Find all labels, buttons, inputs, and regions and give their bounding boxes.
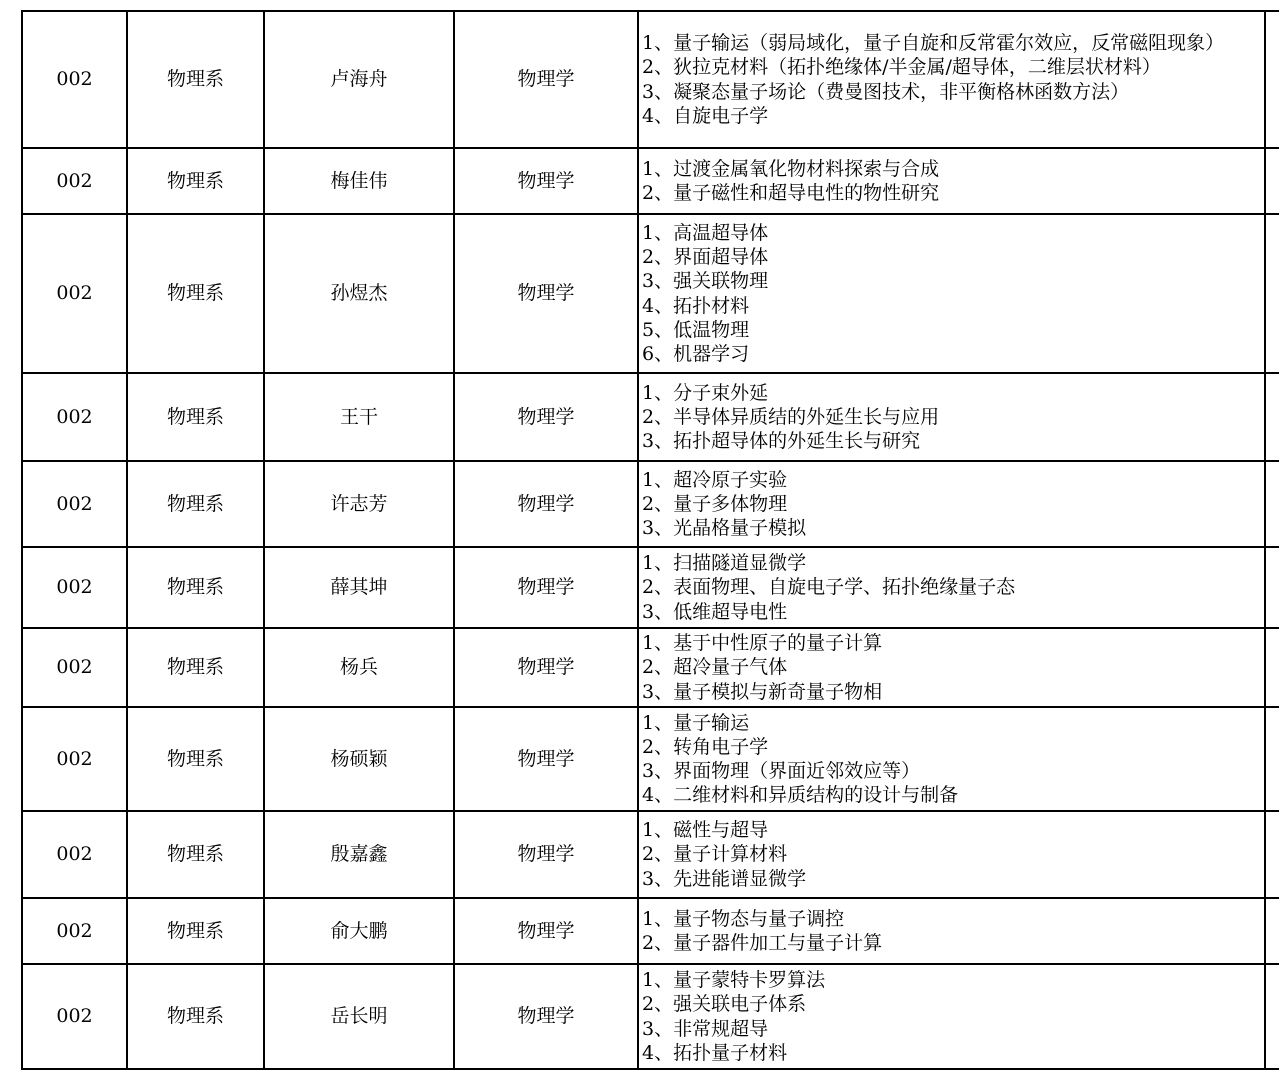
program-code-cell: 002 [22,461,127,547]
program-code-cell: 002 [22,547,127,628]
research-directions-cell [638,214,1265,373]
major-cell: 物理学 [454,547,638,628]
research-direction-item: 1、量子输运（弱局域化，量子自旋和反常霍尔效应，反常磁阻现象） [642,32,1225,55]
table-row [22,628,1279,707]
program-code-cell: 002 [22,964,127,1069]
table-row [22,214,1279,373]
advisor-name-cell: 梅佳伟 [264,148,454,214]
research-directions-cell [638,964,1265,1069]
program-code-cell: 002 [22,214,127,373]
research-directions-cell [638,373,1265,461]
advisor-table-body [22,11,1279,1069]
department-cell: 物理系 [127,11,264,148]
research-direction-item: 1、过渡金属氧化物材料探索与合成 [642,157,940,180]
truncated-column-cell [1265,964,1279,1069]
program-code-cell: 002 [22,811,127,898]
table-row [22,148,1279,214]
research-directions-cell [638,707,1265,811]
table-row [22,461,1279,547]
research-direction-item: 2、超冷量子气体 [642,656,788,679]
table-row [22,373,1279,461]
research-direction-item: 2、半导体异质结的外延生长与应用 [642,405,940,428]
research-direction-item: 3、凝聚态量子场论（费曼图技术，非平衡格林函数方法） [642,80,1130,103]
program-code-cell: 002 [22,373,127,461]
research-direction-item: 1、量子输运 [642,711,750,734]
research-direction-item: 1、量子蒙特卡罗算法 [642,969,826,992]
advisor-name-cell: 岳长明 [264,964,454,1069]
truncated-column-cell [1265,148,1279,214]
advisor-name-cell: 许志芳 [264,461,454,547]
department-cell: 物理系 [127,811,264,898]
research-directions-cell [638,148,1265,214]
research-directions-cell [638,811,1265,898]
truncated-column-cell [1265,898,1279,964]
program-code-cell: 002 [22,628,127,707]
table-row [22,964,1279,1069]
major-cell: 物理学 [454,11,638,148]
research-direction-item: 1、磁性与超导 [642,819,769,842]
research-directions-cell [638,11,1265,148]
research-direction-item: 1、扫描隧道显微学 [642,552,807,575]
truncated-column-cell [1265,547,1279,628]
advisor-name-cell: 俞大鹏 [264,898,454,964]
table-row [22,547,1279,628]
table-row [22,811,1279,898]
major-cell: 物理学 [454,373,638,461]
department-cell: 物理系 [127,707,264,811]
research-direction-item: 3、光晶格量子模拟 [642,517,807,540]
research-direction-item: 2、量子计算材料 [642,843,788,866]
advisor-name-cell: 卢海舟 [264,11,454,148]
department-cell: 物理系 [127,964,264,1069]
research-direction-item: 2、界面超导体 [642,246,769,269]
major-cell: 物理学 [454,964,638,1069]
research-direction-item: 2、表面物理、自旋电子学、拓扑绝缘量子态 [642,576,1016,599]
major-cell: 物理学 [454,628,638,707]
research-direction-item: 2、量子多体物理 [642,492,788,515]
advisor-name-cell: 殷嘉鑫 [264,811,454,898]
research-directions-cell [638,898,1265,964]
major-cell: 物理学 [454,898,638,964]
research-direction-item: 6、机器学习 [642,342,750,365]
research-direction-item: 4、拓扑量子材料 [642,1041,788,1064]
major-cell: 物理学 [454,461,638,547]
table-row [22,898,1279,964]
research-direction-item: 3、非常规超导 [642,1017,769,1040]
truncated-column-cell [1265,11,1279,148]
research-direction-item: 3、先进能谱显微学 [642,867,807,890]
research-direction-item: 2、量子器件加工与量子计算 [642,932,883,954]
truncated-column-cell [1265,811,1279,898]
advisor-name-cell: 杨兵 [264,628,454,707]
department-cell: 物理系 [127,547,264,628]
research-direction-item: 3、量子模拟与新奇量子物相 [642,680,883,703]
research-direction-item: 1、超冷原子实验 [642,468,788,491]
department-cell: 物理系 [127,461,264,547]
department-cell: 物理系 [127,148,264,214]
research-direction-item: 4、自旋电子学 [642,104,769,127]
major-cell: 物理学 [454,811,638,898]
program-code-cell: 002 [22,148,127,214]
research-direction-item: 2、狄拉克材料（拓扑绝缘体/半金属/超导体，二维层状材料） [642,56,1161,79]
research-direction-item: 3、拓扑超导体的外延生长与研究 [642,430,921,453]
research-direction-item: 1、量子物态与量子调控 [642,907,845,930]
research-directions-cell [638,628,1265,707]
research-direction-item: 1、高温超导体 [642,221,769,244]
advisor-name-cell: 薛其坤 [264,547,454,628]
truncated-column-cell [1265,628,1279,707]
program-code-cell: 002 [22,898,127,964]
research-direction-item: 5、低温物理 [642,318,750,341]
research-direction-item: 4、拓扑材料 [642,294,750,317]
research-direction-item: 3、低维超导电性 [642,600,788,623]
research-direction-item: 2、转角电子学 [642,735,769,758]
truncated-column-cell [1265,214,1279,373]
major-cell: 物理学 [454,214,638,373]
advisor-name-cell: 孙煜杰 [264,214,454,373]
research-direction-item: 3、界面物理（界面近邻效应等） [642,760,921,782]
table-row [22,11,1279,148]
truncated-column-cell [1265,461,1279,547]
major-cell: 物理学 [454,148,638,214]
research-direction-item: 2、强关联电子体系 [642,993,807,1016]
research-direction-item: 4、二维材料和异质结构的设计与制备 [642,784,959,807]
research-direction-item: 2、量子磁性和超导电性的物性研究 [642,182,940,204]
research-directions-cell [638,547,1265,628]
advisor-name-cell: 王干 [264,373,454,461]
program-code-cell: 002 [22,707,127,811]
table-row [22,707,1279,811]
truncated-column-cell [1265,373,1279,461]
research-direction-item: 1、基于中性原子的量子计算 [642,632,883,655]
truncated-column-cell [1265,707,1279,811]
research-direction-item: 3、强关联物理 [642,270,769,293]
department-cell: 物理系 [127,214,264,373]
advisor-table [21,10,1279,1070]
department-cell: 物理系 [127,898,264,964]
department-cell: 物理系 [127,373,264,461]
research-direction-item: 1、分子束外延 [642,381,769,404]
major-cell: 物理学 [454,707,638,811]
advisor-name-cell: 杨硕颖 [264,707,454,811]
department-cell: 物理系 [127,628,264,707]
research-directions-cell [638,461,1265,547]
program-code-cell: 002 [22,11,127,148]
